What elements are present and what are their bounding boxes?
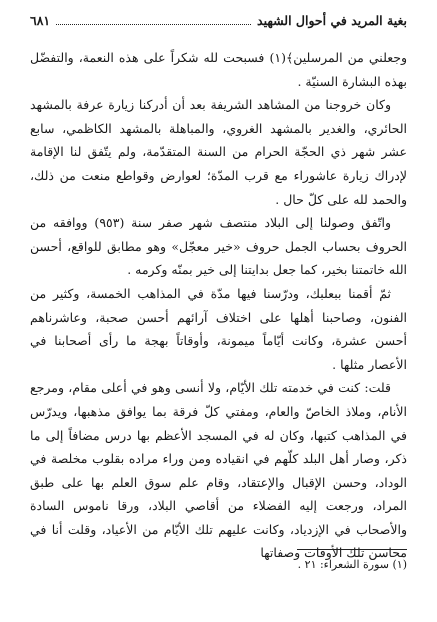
paragraph: ثمّ أقمنا ببعلبك، ودرّسنا فيها مدّة في المذاهب الخمسة، وكثير من الفنون، وصاحبنا أهلها على اختلاف آرائهم أحسن صحبة، وعاشرناهم أحسن عشرة، وكانت أيّاماً ميمونة، وأوقاتاً بهجة ما رأى أصحابنا في الأعصار مثلها . xyxy=(30,285,407,372)
footnote-separator xyxy=(297,549,407,550)
page-number: ٦٨١ xyxy=(30,13,51,28)
running-header xyxy=(30,8,407,30)
book-title: بغية المريد في أحوال الشهيد xyxy=(257,13,407,28)
footnote: (١) سورة الشعراء: ٢١ . xyxy=(297,558,407,571)
paragraph: وجعلني من المرسلين﴾(١) فسبحت لله شكراً على هذه النعمة، والتفضّل بهذه البشارة السنيّة . xyxy=(30,50,407,89)
main-text xyxy=(30,46,407,565)
dotted-leader xyxy=(56,24,251,25)
paragraph: قلت: كنت في خدمته تلك الأيّام، ولا أنسى وهو في أعلى مقام، ومرجع الأنام، وملاذ الخاصّ والعام، ومفتي كلّ فرقة بما يوافق مذهبها، ويدرّس في المذاهب كتبها، وكان له في المسجد الأعظم بها درس مضافاً إلى ما ذكر، وصار أهل البلد كلّهم في انقياده ومن وراء مراده بقلوب مخلصة في الوداد، وحسن الإقبال والإعتقاد، وقام علم سوق العلم بها على طبق المراد، ورجعت إليه الفضلاء من أقاصي البلاد، ورقا ناموس السادة والأصحاب في الإزدياد، وكانت عليهم تلك الأيّام من الأعياد، وقلت أنا في محاسن تلك الأوقات وصفاتها xyxy=(30,380,407,561)
paragraph: وكان خروجنا من المشاهد الشريفة بعد أن أدركنا زيارة عرفة بالمشهد الحائري، والغدير بالمشهد الغروي، والمباهلة بالمشهد الكاظمي، سابع عشر شهر ذي الحجّة الحرام من السنة المتقدّمة، ولم يتّفق لنا الإقامة لإدراك زيارة عاشوراء مع قرب المدّة؛ لعوارض وقواطع منعت من ذلك، والحمد لله على كلّ حال . xyxy=(30,97,407,207)
paragraph: واتّفق وصولنا إلى البلاد منتصف شهر صفر سنة (٩٥٣) ووافقه من الحروف بحساب الجمل حروف «خير معجّل» وهو مطابق للواقع، أحسن الله خاتمتنا بخير، كما جعل بدايتنا إلى خير بمنّه وكرمه . xyxy=(30,215,407,278)
